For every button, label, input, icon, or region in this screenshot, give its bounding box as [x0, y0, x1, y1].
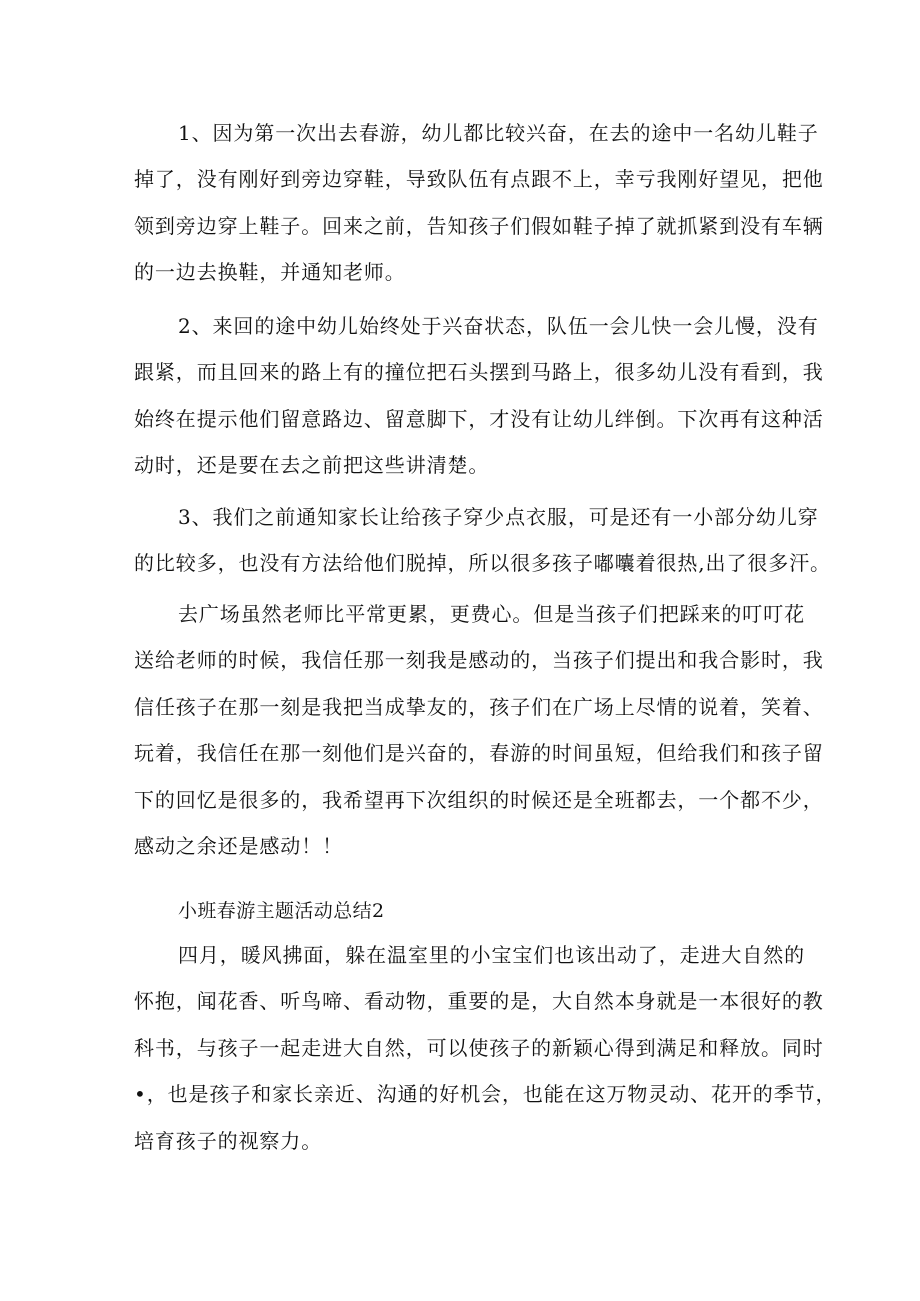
- text-line: 感动之余还是感动！！: [134, 834, 343, 859]
- paragraph-reflection: [134, 591, 824, 869]
- text-line: 1、因为第一次出去春游，幼儿都比较兴奋，在去的途中一名幼儿鞋子: [178, 121, 819, 145]
- text-line: 始终在提示他们留意路边、留意脚下，才没有让幼儿绊倒。下次再有这种活: [134, 406, 824, 431]
- text-line: 领到旁边穿上鞋子。回来之前，告知孩子们假如鞋子掉了就抓紧到没有车辆: [134, 213, 824, 238]
- text-line: 3、我们之前通知家长让给孩子穿少点衣服，可是还有一小部分幼儿穿: [178, 505, 819, 529]
- section-heading: 小班春游主题活动总结2: [178, 900, 385, 922]
- text-line: 四月，暖风拂面，躲在温室里的小宝宝们也该出动了，走进大自然的: [178, 943, 805, 967]
- text-line: 的一边去换鞋，并通知老师。: [134, 260, 406, 285]
- paragraph-incident-route: [134, 303, 824, 489]
- text-line: 的比较多，也没有方法给他们脱掉，所以很多孩子嘟囔着很热,出了很多汗。: [134, 551, 831, 576]
- text-line: 送给老师的时候，我信任那一刻我是感动的，当孩子们提出和我合影时，我: [134, 648, 824, 673]
- text-line: 科书，与孩子一起走进大自然，可以使孩子的新颖心得到满足和释放。同时: [134, 1035, 824, 1060]
- paragraph-april-intro: [134, 932, 837, 1164]
- text-line: •，也是孩子和家长亲近、沟通的好机会，也能在这万物灵动、花开的季节，: [134, 1082, 837, 1107]
- text-line: 培育孩子的视察力。: [134, 1128, 323, 1153]
- paragraph-incident-shoe: [134, 110, 824, 296]
- text-line: 信任孩子在那一刻是我把当成挚友的，孩子们在广场上尽情的说着，笑着、: [134, 694, 824, 719]
- text-line: 掉了，没有刚好到旁边穿鞋，导致队伍有点跟不上，幸亏我刚好望见，把他: [134, 167, 824, 192]
- text-line: 下的回忆是很多的，我希望再下次组织的时候还是全班都去，一个都不少，: [134, 787, 824, 812]
- text-line: 2、来回的途中幼儿始终处于兴奋状态，队伍一会儿快一会儿慢，没有: [178, 314, 819, 338]
- text-line: 动时，还是要在去之前把这些讲清楚。: [134, 453, 490, 478]
- text-line: 玩着，我信任在那一刻他们是兴奋的，春游的时间虽短，但给我们和孩子留: [134, 741, 824, 766]
- text-line: 怀抱，闻花香、听鸟啼、看动物，重要的是，大自然本身就是一本很好的教: [134, 989, 824, 1014]
- paragraph-incident-clothing: [134, 494, 831, 587]
- text-line: 跟紧，而且回来的路上有的撞位把石头摆到马路上，很多幼儿没有看到，我: [134, 360, 824, 385]
- text-line: 去广场虽然老师比平常更累，更费心。但是当孩子们把踩来的叮叮花: [178, 602, 805, 626]
